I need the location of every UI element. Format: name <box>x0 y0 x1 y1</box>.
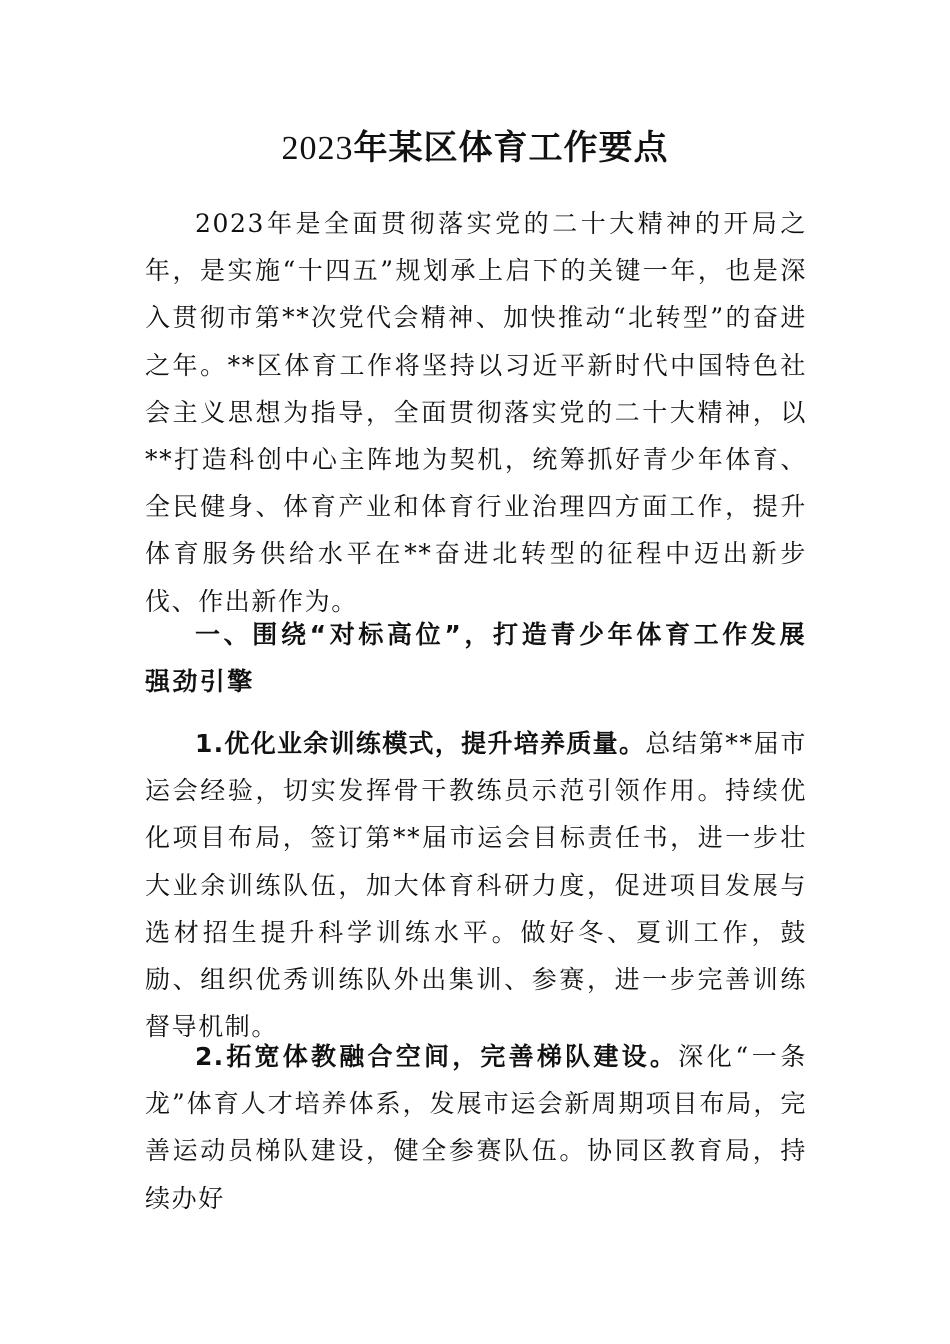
document-title <box>0 122 950 175</box>
title-year: 2023 <box>281 130 354 167</box>
item-paragraph-1 <box>145 720 807 1050</box>
item-lead-2: 2.拓宽体教融合空间，完善梯队建设。 <box>195 1042 679 1071</box>
item-text-2: 深化“一条龙”体育人才培养体系，发展市运会新周期项目布局，完善运动员梯队建设，健全参赛队伍。协同区教育局，持续办好 <box>145 1042 807 1213</box>
intro-paragraph: 2023年是全面贯彻落实党的二十大精神的开局之年，是实施“十四五”规划承上启下的关键一年，也是深入贯彻市第**次党代会精神、加快推动“北转型”的奋进之年。**区体育工作将坚持以习近平新时代中国特色社会主义思想为指导，全面贯彻落实党的二十大精神，以**打造科创中心主阵地为契机，统筹抓好青少年体育、全民健身、体育产业和体育行业治理四方面工作，提升体育服务供给水平在**奋进北转型的征程中迈出新步伐、作出新作为。 <box>145 209 807 616</box>
item-text-1: 总结第**届市运会经验，切实发挥骨干教练员示范引领作用。持续优化项目布局，签订第**届市运会目标责任书，进一步壮大业余训练队伍，加大体育科研力度，促进项目发展与选材招生提升科学训练水平。做好冬、夏训工作，鼓励、组织优秀训练队外出集训、参赛，进一步完善训练督导机制。 <box>145 729 808 1042</box>
section-heading-1: 一、围绕“对标高位”，打造青少年体育工作发展强劲引擎 <box>145 620 807 697</box>
item-paragraph-2 <box>145 1033 807 1222</box>
title-text: 年某区体育工作要点 <box>353 128 669 168</box>
item-lead-1: 1.优化业余训练模式，提升培养质量。 <box>195 729 646 758</box>
